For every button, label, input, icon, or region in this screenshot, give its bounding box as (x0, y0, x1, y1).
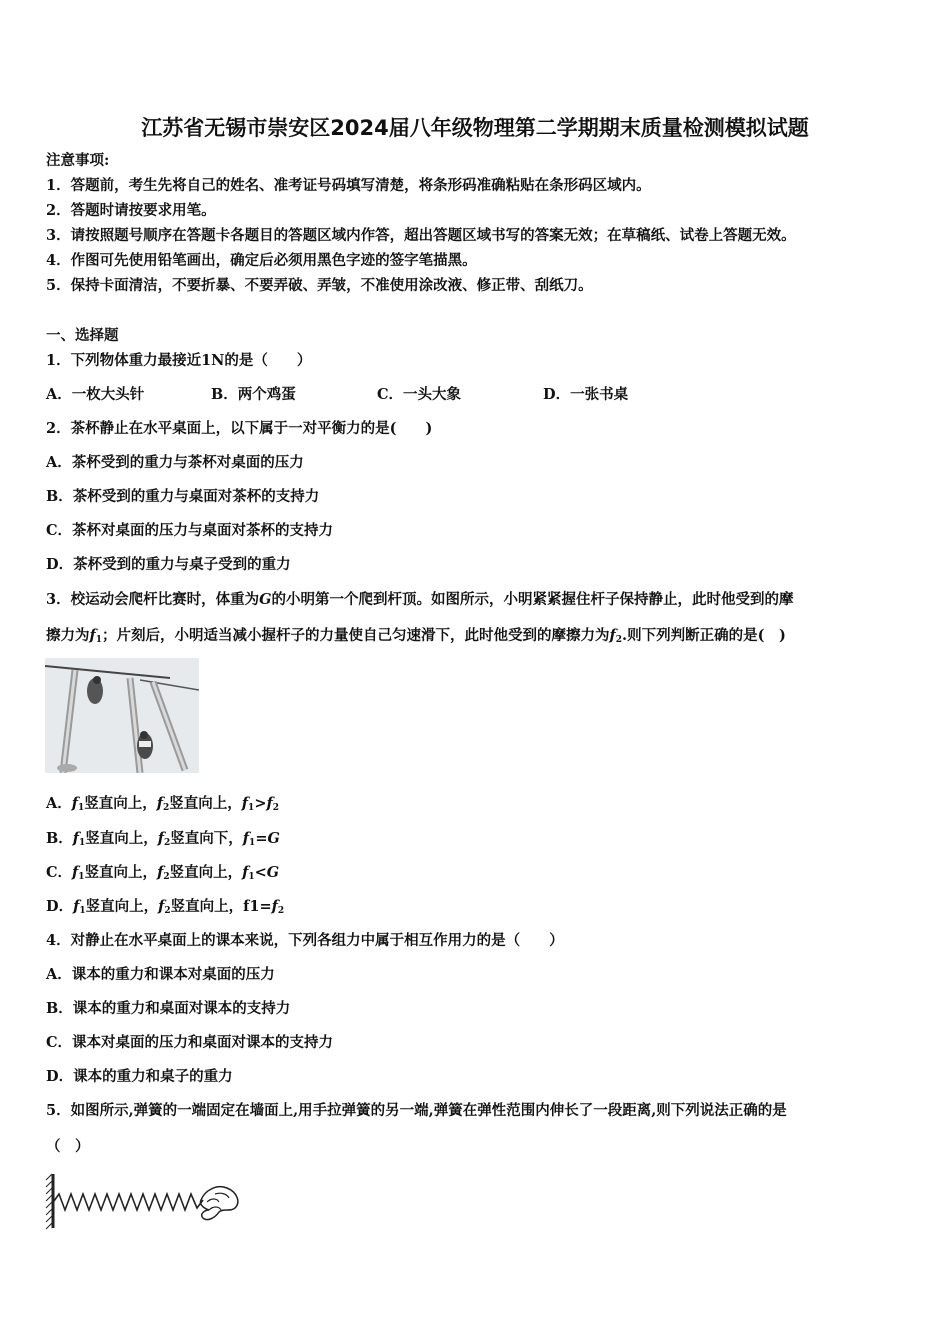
q3-option-d: D．$f_1$竖直向上，$f_2$竖直向上，$f1=f_2$ (46, 898, 285, 916)
q4-option-b: B．课本的重力和桌面对课本的支持力 (46, 1000, 291, 1017)
q4-option-c: C．课本对桌面的压力和桌面对课本的支持力 (46, 1034, 334, 1051)
q2-option-b: B．茶杯受到的重力与桌面对茶杯的支持力 (46, 488, 320, 505)
notice-item: 4．作图可先使用铅笔画出，确定后必须用黑色字迹的签字笔描黑。 (46, 252, 477, 269)
q2-option-d: D．茶杯受到的重力与桌子受到的重力 (46, 556, 291, 573)
question-3-stem-line1: 3．校运动会爬杆比赛时，体重为G的小明第一个爬到杆顶。如图所示，小明紧紧握住杆子保持静止，此时他受到的摩 (46, 591, 794, 608)
question-1-stem: 1．下列物体重力最接近1N的是（ ） (46, 352, 312, 369)
question-5-paren: （ ） (46, 1138, 90, 1155)
q1-option-b: B．两个鸡蛋 (211, 386, 296, 403)
question-3-stem-line2: 擦力为$f_1$；片刻后，小明适当减小握杆子的力量使自己匀速滑下，此时他受到的摩擦力为$f_2$.则下列判断正确的是( ) (46, 627, 786, 645)
q3-option-b: B．$f_1$竖直向上，$f_2$竖直向下，$f_1=G$ (46, 830, 280, 848)
question-5-stem: 5．如图所示,弹簧的一端固定在墙面上,用手拉弹簧的另一端,弹簧在弹性范围内伸长了一段距离,则下列说法正确的是 (46, 1102, 787, 1119)
question-4-stem: 4．对静止在水平桌面上的课本来说，下列各组力中属于相互作用力的是（ ） (46, 932, 564, 949)
notice-item: 3．请按照题号顺序在答题卡各题目的答题区域内作答，超出答题区域书写的答案无效；在草稿纸、试卷上答题无效。 (46, 227, 796, 244)
notice-item: 1．答题前，考生先将自己的姓名、准考证号码填写清楚，将条形码准确粘贴在条形码区域内。 (46, 177, 651, 194)
notice-item: 5．保持卡面清洁，不要折暴、不要弄破、弄皱，不准使用涂改液、修正带、刮纸刀。 (46, 277, 593, 294)
notice-item: 2．答题时请按要求用笔。 (46, 202, 216, 219)
q4-option-a: A．课本的重力和课本对桌面的压力 (46, 966, 275, 983)
q2-option-c: C．茶杯对桌面的压力与桌面对茶杯的支持力 (46, 522, 334, 539)
climbing-pole-illustration (45, 658, 199, 773)
q1-option-d: D．一张书桌 (543, 386, 629, 403)
section-heading: 一、选择题 (46, 327, 119, 344)
q1-option-a: A．一枚大头针 (46, 386, 145, 403)
q1-option-c: C．一头大象 (377, 386, 462, 403)
question-2-stem: 2．茶杯静止在水平桌面上，以下属于一对平衡力的是( ) (46, 420, 433, 437)
q3-option-c: C．$f_1$竖直向上，$f_2$竖直向上，$f_1<G$ (46, 864, 280, 882)
q4-option-d: D．课本的重力和桌子的重力 (46, 1068, 233, 1085)
q2-option-a: A．茶杯受到的重力与茶杯对桌面的压力 (46, 454, 304, 471)
page-title: 江苏省无锡市崇安区2024届八年级物理第二学期期末质量检测模拟试题 (141, 116, 809, 140)
climbing-pole-photo (45, 658, 199, 773)
q3-option-a: A．$f_1$竖直向上，$f_2$竖直向上，$f_1>f_2$ (46, 795, 279, 813)
spring-wall-hand-figure (45, 1172, 245, 1232)
notice-heading: 注意事项: (46, 152, 110, 169)
